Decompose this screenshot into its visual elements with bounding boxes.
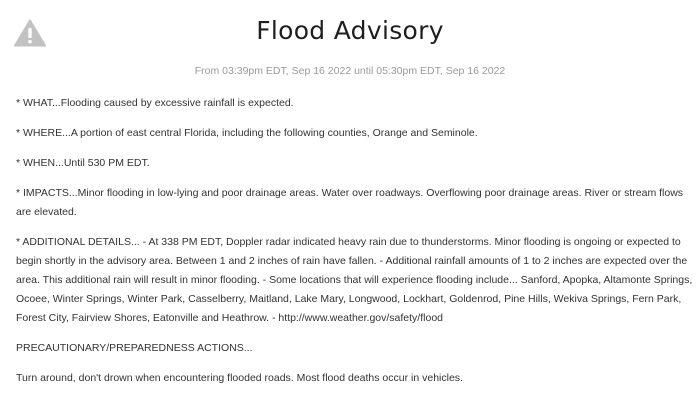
- advisory-where: * WHERE...A portion of east central Florida, including the following counties, Orange and Seminole.: [16, 127, 478, 139]
- page-title: Flood Advisory: [256, 16, 444, 45]
- advisory-precautionary-heading: PRECAUTIONARY/PREPAREDNESS ACTIONS...: [16, 342, 253, 354]
- advisory-what: * WHAT...Flooding caused by excessive rainfall is expected.: [16, 97, 294, 109]
- advisory-turn-around: Turn around, don't drown when encountering flooded roads. Most flood deaths occur in vehicles.: [16, 372, 463, 384]
- advisory-header: [0, 0, 700, 62]
- advisory-time-range: From 03:39pm EDT, Sep 16 2022 until 05:30pm EDT, Sep 16 2022: [194, 65, 506, 77]
- advisory-content: [16, 94, 696, 399]
- advisory-impacts: * IMPACTS...Minor flooding in low-lying and poor drainage areas. Water over roadways. Overflowing poor drainage areas. River or stream flows are elevated.: [16, 187, 684, 218]
- advisory-additional-details: * ADDITIONAL DETAILS... - At 338 PM EDT, Doppler radar indicated heavy rain due to thunderstorms. Minor flooding is ongoing or expected to begin shortly in the advisory area. Between 1 and 2 inches of rain have fallen. - Additional rainfall amounts of 1 to 2 inches are expected over the area. This additional rain will result in minor flooding. - Some locations that will experience flooding include... Sanford, Apopka, Altamonte Springs, Ocoee, Winter Springs, Winter Park, Casselberry, Maitland, Lake Mary, Longwood, Lockhart, Goldenrod, Pine Hills, Wekiva Springs, Fern Park, Forest City, Fairview Shores, Eatonville and Heathrow. - http://www.weather.gov/safety/flood: [16, 236, 693, 324]
- advisory-when: * WHEN...Until 530 PM EDT.: [16, 157, 150, 169]
